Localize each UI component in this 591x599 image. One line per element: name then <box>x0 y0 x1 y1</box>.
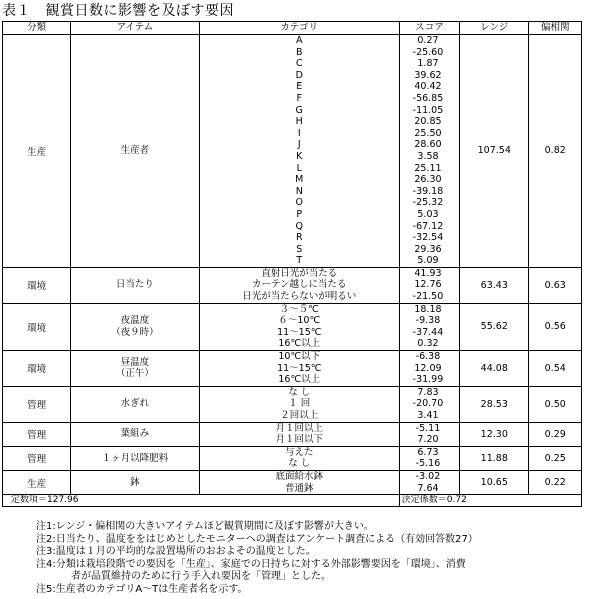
score-cell <box>399 386 459 422</box>
category-label: 月１回以上 <box>275 422 323 434</box>
item-label: １ヶ月以降肥料 <box>101 452 169 464</box>
score-value: 26.30 <box>414 174 442 186</box>
item-label: 水ぎれ <box>120 398 150 410</box>
score-value: 7.20 <box>417 434 439 446</box>
table-title: 表１ 観賞日数に影響を及ぼす要因 <box>2 3 234 19</box>
item-label: （正午） <box>115 368 154 380</box>
bunrui-cell: 管理 <box>3 386 71 422</box>
category-cell <box>199 470 399 494</box>
category-label: R <box>295 232 303 244</box>
category-cell <box>199 35 399 268</box>
header-category: カテゴリ <box>199 22 399 35</box>
category-label: 直射日光が当たる <box>261 267 338 279</box>
range-cell: 28.53 <box>460 386 529 422</box>
category-label: A <box>295 35 303 46</box>
category-label: P <box>296 208 303 220</box>
category-label: 月１回以下 <box>275 434 323 446</box>
score-value: 3.41 <box>417 410 439 421</box>
bunrui-cell: 管理 <box>3 446 71 470</box>
item-label: 鉢 <box>130 476 140 488</box>
note-5: 注5:生産者のカテゴリA～Tは生産者名を示す。 <box>36 583 248 595</box>
category-label: M <box>295 174 304 186</box>
score-value: -20.70 <box>412 398 444 410</box>
item-cell <box>71 351 200 387</box>
bunrui-cell: 環境 <box>3 303 71 350</box>
score-value: 18.18 <box>414 303 442 315</box>
score-cell <box>399 35 459 268</box>
table-row <box>3 35 582 268</box>
score-value: -9.38 <box>415 315 441 327</box>
category-label: I <box>297 127 301 139</box>
category-label: な し <box>288 458 311 470</box>
partial-cell: 0.22 <box>529 470 582 494</box>
category-label: 11～15℃ <box>277 362 322 374</box>
header-range: レンジ <box>460 22 529 35</box>
category-cell <box>199 303 399 350</box>
category-label: な し <box>288 386 311 398</box>
note-2: 注2:日当たり、温度ををはじめとしたモニターへの調査はアンケート調査による（有効回答数27） <box>36 533 478 545</box>
bunrui-cell: 環境 <box>3 267 71 303</box>
notes <box>36 521 588 597</box>
score-cell <box>399 267 459 303</box>
category-label: S <box>296 243 303 255</box>
score-value: -3.02 <box>415 470 441 482</box>
category-label: H <box>295 116 303 128</box>
bunrui-cell: 生産 <box>3 470 71 494</box>
score-value: 7.64 <box>417 482 439 494</box>
category-label: 16℃以上 <box>278 374 321 386</box>
item-label: 日当たり <box>115 279 154 291</box>
score-value: 12.76 <box>414 279 442 291</box>
score-cell <box>399 351 459 387</box>
table-row <box>3 422 582 446</box>
item-cell <box>71 446 200 470</box>
category-label: 日光が当たらないが明るい <box>242 291 357 303</box>
table-row <box>3 267 582 303</box>
header-partial: 偏相関 <box>529 22 582 35</box>
score-value: -11.05 <box>412 104 444 116</box>
category-label: J <box>297 139 301 151</box>
item-cell <box>71 422 200 446</box>
category-label: 底面給水鉢 <box>275 470 323 482</box>
category-label: F <box>296 92 302 104</box>
score-value: 1.87 <box>417 58 439 70</box>
category-label: L <box>296 162 302 174</box>
category-cell <box>199 267 399 303</box>
score-value: -5.16 <box>415 458 441 470</box>
range-cell: 55.62 <box>460 303 529 350</box>
category-label: N <box>295 185 303 197</box>
score-cell <box>399 446 459 470</box>
partial-cell: 0.56 <box>529 303 582 350</box>
partial-cell: 0.63 <box>529 267 582 303</box>
score-value: 28.60 <box>414 139 442 151</box>
score-value: -39.18 <box>412 185 444 197</box>
score-value: 29.36 <box>414 243 442 255</box>
table-row <box>3 303 582 350</box>
score-value: 6.73 <box>417 446 439 458</box>
range-cell: 44.08 <box>460 351 529 387</box>
category-label: ６～10℃ <box>278 315 321 327</box>
score-value: 20.85 <box>414 116 442 128</box>
partial-cell: 0.82 <box>529 35 582 268</box>
score-value: 7.83 <box>417 386 439 398</box>
score-value: 12.09 <box>414 362 442 374</box>
score-value: -37.44 <box>412 326 444 338</box>
item-label: 昼温度 <box>120 356 150 368</box>
score-value: 5.03 <box>417 208 439 220</box>
score-value: 40.42 <box>414 81 442 93</box>
item-label: （夜９時） <box>111 326 159 338</box>
determination-coefficient: 決定係数＝0.72 <box>399 495 581 507</box>
category-label: 11～15℃ <box>277 326 322 338</box>
note-4: 注4:分類は栽培段階での要因を「生産」、家庭での日持ちに対する外部影響要因を「環境」、消費 <box>36 558 466 570</box>
item-label: 夜温度 <box>120 315 150 327</box>
range-cell: 10.65 <box>460 470 529 494</box>
item-label: 葉組み <box>120 428 150 440</box>
summary-row <box>3 495 582 507</box>
bunrui-cell: 環境 <box>3 351 71 387</box>
item-cell <box>71 35 200 268</box>
partial-cell: 0.50 <box>529 386 582 422</box>
item-cell <box>71 303 200 350</box>
score-value: 5.09 <box>417 255 439 267</box>
score-value: -6.38 <box>415 351 441 363</box>
category-label: E <box>296 81 303 93</box>
partial-cell: 0.29 <box>529 422 582 446</box>
score-cell <box>399 422 459 446</box>
table-row <box>3 351 582 387</box>
category-label: Q <box>295 220 303 232</box>
header-score: スコア <box>399 22 459 35</box>
category-label: 16℃以上 <box>278 338 321 350</box>
category-label: D <box>295 69 303 81</box>
score-value: 3.58 <box>417 150 439 162</box>
category-label: ３～５℃ <box>279 303 319 315</box>
category-label: K <box>296 150 303 162</box>
header-bunrui: 分類 <box>3 22 71 35</box>
score-value: 0.32 <box>417 338 439 350</box>
table-body <box>3 35 582 507</box>
score-value: -31.99 <box>412 374 444 386</box>
category-label: １ 回 <box>288 398 311 410</box>
bunrui-cell: 生産 <box>3 35 71 268</box>
summary-spacer <box>199 495 399 507</box>
score-value: 41.93 <box>414 267 442 279</box>
score-value: 0.27 <box>417 35 439 46</box>
item-cell <box>71 386 200 422</box>
category-label: G <box>295 104 303 116</box>
table-row <box>3 446 582 470</box>
note-4-continued: 者が品質維持のために行う手入れ要因を「管理」とした。 <box>71 571 331 583</box>
header-row <box>3 22 582 35</box>
score-value: -25.32 <box>412 197 444 209</box>
item-cell <box>71 470 200 494</box>
header-item: アイテム <box>71 22 200 35</box>
range-cell: 107.54 <box>460 35 529 268</box>
category-label: ２回以上 <box>280 410 319 421</box>
table-row <box>3 386 582 422</box>
note-3: 注3:温度は１月の平均的な設置場所のおおよその温度とした。 <box>36 546 316 558</box>
score-value: -5.11 <box>415 422 441 434</box>
score-value: -67.12 <box>412 220 444 232</box>
constant-term: 定数項＝127.96 <box>3 495 200 507</box>
partial-cell: 0.54 <box>529 351 582 387</box>
item-label: 生産者 <box>120 145 150 157</box>
score-value: -56.85 <box>412 92 444 104</box>
category-label: T <box>296 255 303 267</box>
category-label: C <box>295 58 303 70</box>
partial-cell: 0.25 <box>529 446 582 470</box>
category-label: 10℃以下 <box>278 351 321 363</box>
score-value: 39.62 <box>414 69 442 81</box>
item-cell <box>71 267 200 303</box>
category-cell <box>199 446 399 470</box>
score-value: -32.54 <box>412 232 444 244</box>
score-value: 25.11 <box>414 162 442 174</box>
score-value: -25.60 <box>412 46 444 58</box>
range-cell: 63.43 <box>460 267 529 303</box>
category-cell <box>199 351 399 387</box>
table-row <box>3 470 582 494</box>
score-cell <box>399 470 459 494</box>
category-label: 与えた <box>284 446 314 458</box>
score-value: -21.50 <box>412 291 444 303</box>
score-value: 25.50 <box>414 127 442 139</box>
range-cell: 11.88 <box>460 446 529 470</box>
category-cell <box>199 422 399 446</box>
score-cell <box>399 303 459 350</box>
category-label: O <box>295 197 303 209</box>
category-label: B <box>295 46 303 58</box>
factor-table <box>2 21 582 507</box>
category-label: 普通鉢 <box>284 482 314 494</box>
bunrui-cell: 管理 <box>3 422 71 446</box>
range-cell: 12.30 <box>460 422 529 446</box>
category-label: カーテン越しに当たる <box>251 279 347 291</box>
note-1: 注1:レンジ・偏相関の大きいアイテムほど観賞期間に及ぼす影響が大きい。 <box>36 521 374 532</box>
category-cell <box>199 386 399 422</box>
